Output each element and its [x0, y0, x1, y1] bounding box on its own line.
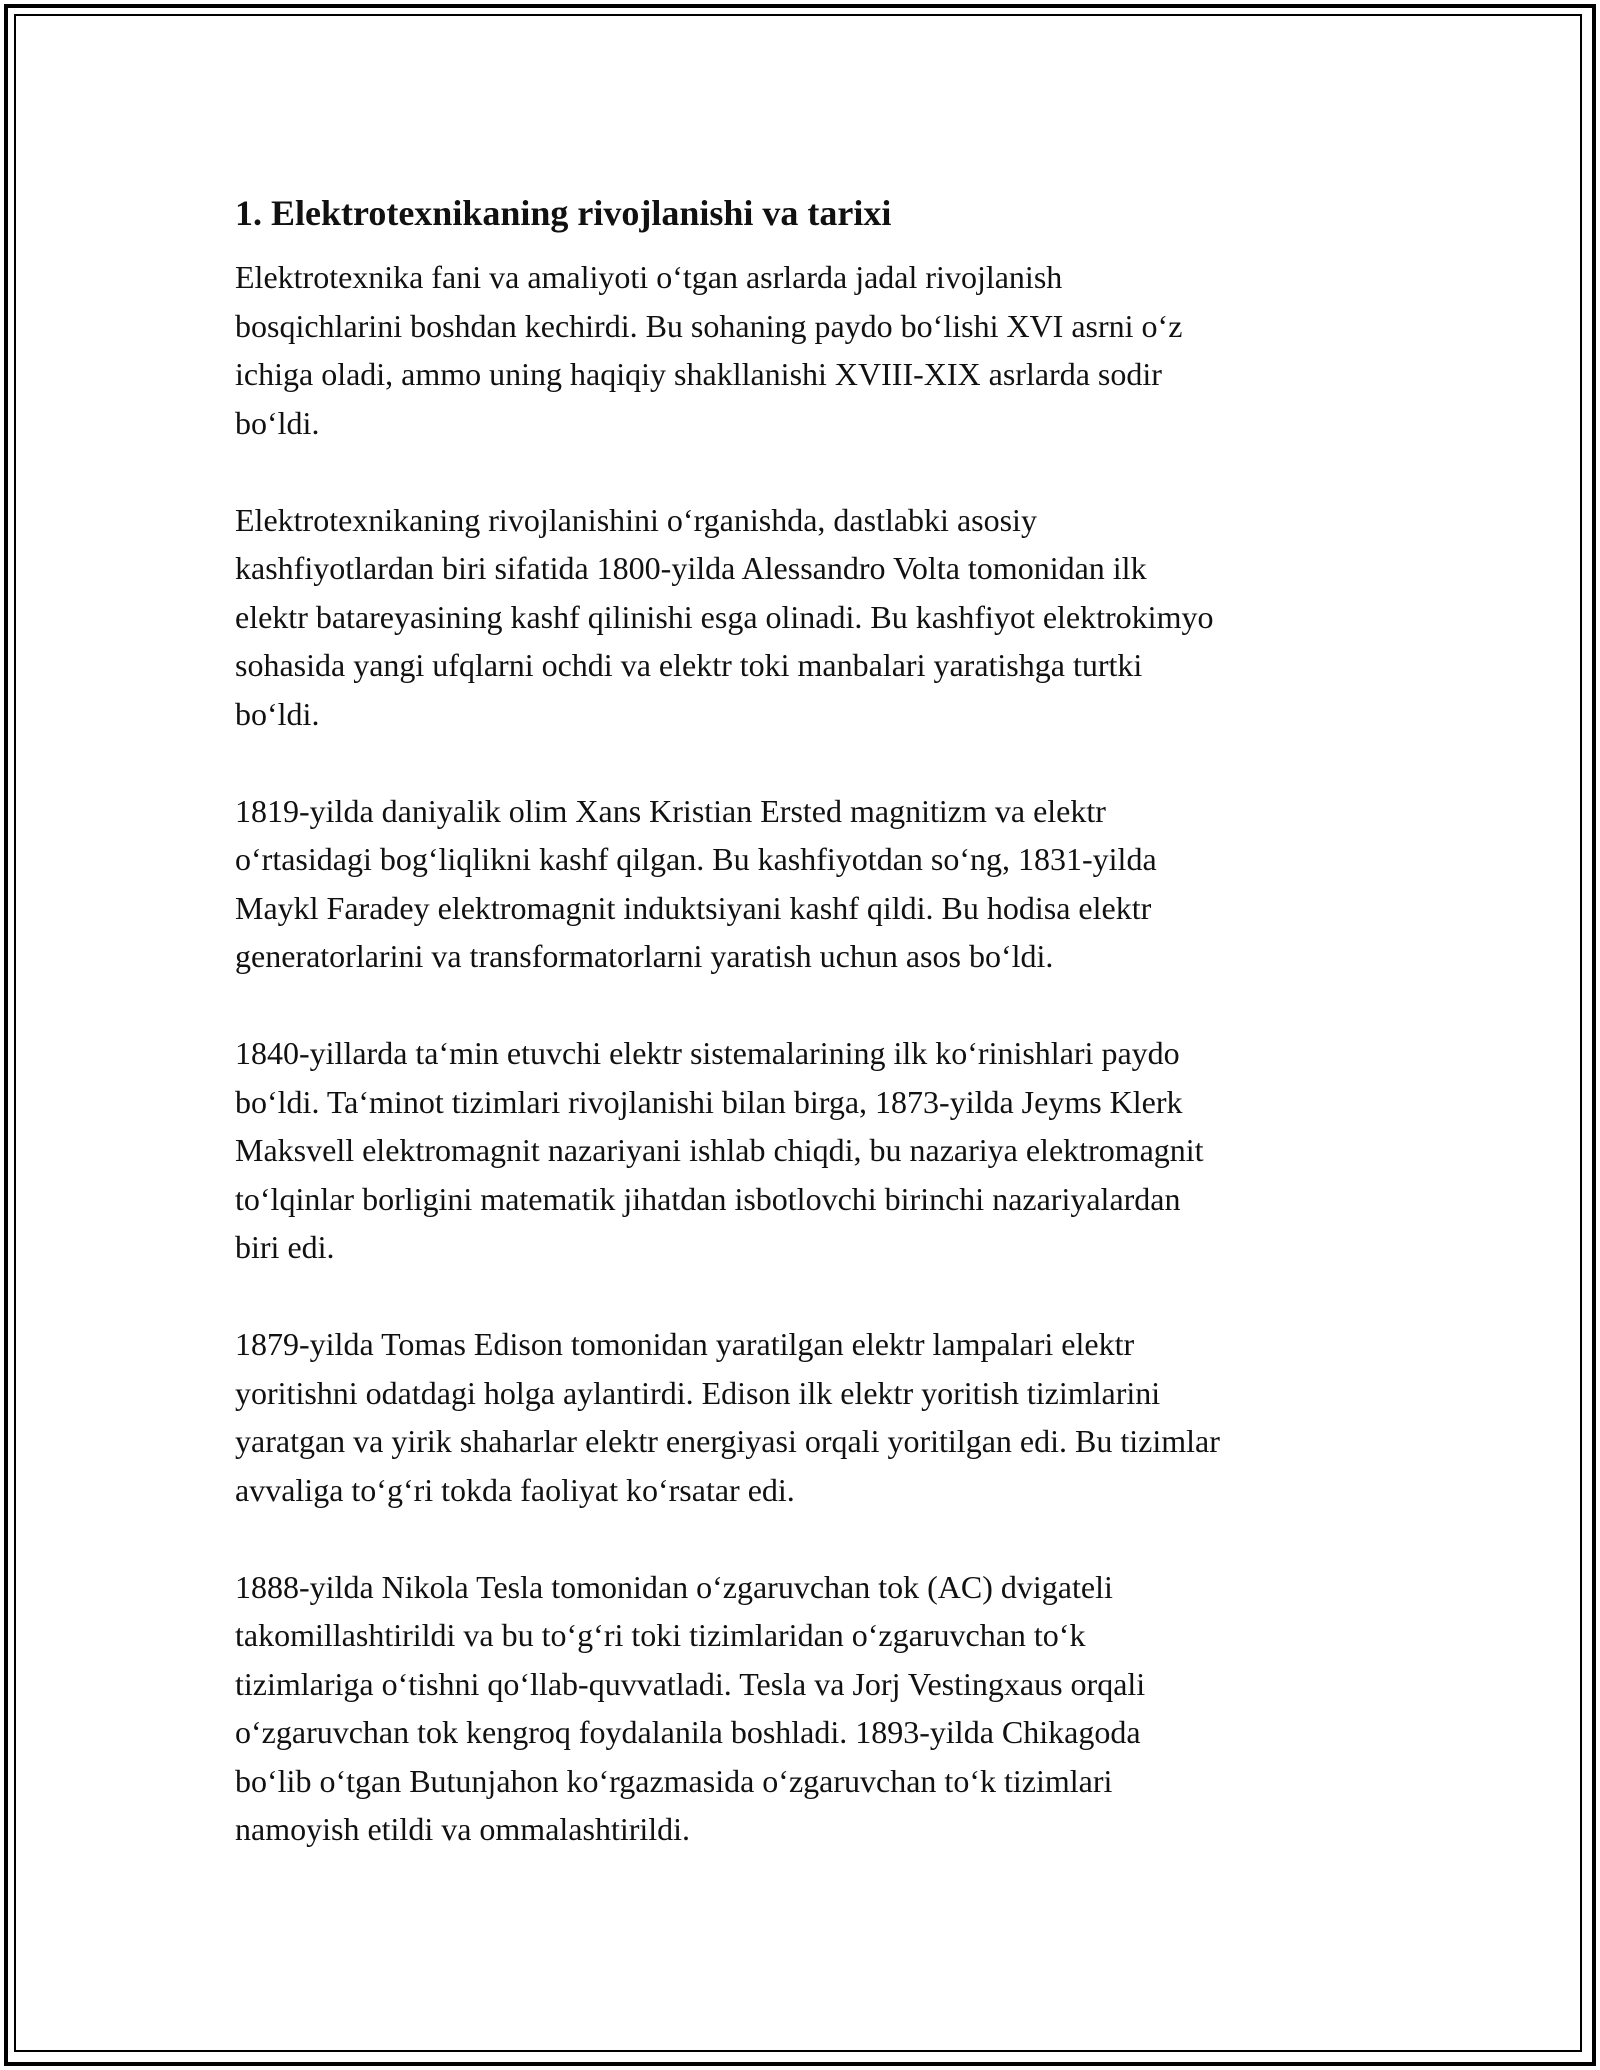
paragraph-2	[235, 496, 1375, 739]
paragraph-line: to‘lqinlar borligini matematik jihatdan isbotlovchi birinchi nazariyalardan	[235, 1180, 1181, 1217]
section-heading: 1. Elektrotexnikaning rivojlanishi va tarixi	[235, 193, 892, 233]
paragraph-line: namoyish etildi va ommalashtirildi.	[235, 1811, 691, 1847]
paragraph-line: 1879-yilda Tomas Edison tomonidan yaratilgan elektr lampalari elektr	[235, 1326, 1135, 1362]
paragraph-1	[235, 253, 1375, 447]
paragraph-line: bo‘lib o‘tgan Butunjahon ko‘rgazmasida o‘zgaruvchan to‘k tizimlari	[235, 1762, 1113, 1799]
paragraph-4	[235, 1029, 1375, 1272]
paragraph-line: tizimlariga o‘tishni qo‘llab-quvvatladi. Tesla va Jorj Vestingxaus orqali	[235, 1665, 1146, 1702]
paragraph-line: bo‘ldi.	[235, 404, 320, 441]
paragraph-line: yaratgan va yirik shaharlar elektr energiyasi orqali yoritilgan edi. Bu tizimlar	[235, 1423, 1220, 1459]
paragraph-line: bo‘ldi. Ta‘minot tizimlari rivojlanishi bilan birga, 1873-yilda Jeyms Klerk	[235, 1083, 1183, 1120]
paragraph-3	[235, 787, 1375, 981]
document-body	[235, 183, 1375, 1902]
paragraph-line: generatorlarini va transformatorlarni yaratish uchun asos bo‘ldi.	[235, 938, 1054, 974]
paragraph-line: Maykl Faradey elektromagnit induktsiyani kashf qildi. Bu hodisa elektr	[235, 889, 1152, 926]
paragraph-line: sohasida yangi ufqlarni ochdi va elektr toki manbalari yaratishga turtki	[235, 647, 1143, 683]
paragraph-line: bo‘ldi.	[235, 695, 320, 732]
paragraph-line: yoritishni odatdagi holga aylantirdi. Edison ilk elektr yoritish tizimlarini	[235, 1374, 1161, 1411]
paragraph-6	[235, 1563, 1375, 1854]
paragraph-line: biri edi.	[235, 1229, 335, 1265]
paragraph-line: elektr batareyasining kashf qilinishi esga olinadi. Bu kashfiyot elektrokimyo	[235, 598, 1214, 635]
paragraph-5	[235, 1320, 1375, 1514]
paragraph-line: o‘rtasidagi bog‘liqlikni kashf qilgan. Bu kashfiyotdan so‘ng, 1831-yilda	[235, 841, 1157, 877]
paragraph-line: bosqichlarini boshdan kechirdi. Bu sohaning paydo bo‘lishi XVI asrni o‘z	[235, 307, 1183, 344]
paragraph-list	[235, 253, 1375, 1854]
paragraph-line: kashfiyotlardan biri sifatida 1800-yilda Alessandro Volta tomonidan ilk	[235, 550, 1147, 586]
paragraph-line: avvaliga to‘g‘ri tokda faoliyat ko‘rsatar edi.	[235, 1471, 795, 1508]
paragraph-line: Maksvell elektromagnit nazariyani ishlab chiqdi, bu nazariya elektromagnit	[235, 1132, 1204, 1168]
paragraph-line: 1819-yilda daniyalik olim Xans Kristian Ersted magnitizm va elektr	[235, 792, 1106, 829]
paragraph-line: o‘zgaruvchan tok kengroq foydalanila boshladi. 1893-yilda Chikagoda	[235, 1714, 1141, 1750]
paragraph-line: Elektrotexnika fani va amaliyoti o‘tgan asrlarda jadal rivojlanish	[235, 259, 1063, 295]
paragraph-line: 1840-yillarda ta‘min etuvchi elektr sistemalarining ilk ko‘rinishlari paydo	[235, 1035, 1180, 1071]
paragraph-line: ichiga oladi, ammo uning haqiqiy shakllanishi XVIII-XIX asrlarda sodir	[235, 356, 1162, 392]
paragraph-line: Elektrotexnikaning rivojlanishini o‘rganishda, dastlabki asosiy	[235, 501, 1037, 538]
paragraph-line: 1888-yilda Nikola Tesla tomonidan o‘zgaruvchan tok (AC) dvigateli	[235, 1568, 1113, 1605]
paragraph-line: takomillashtirildi va bu to‘g‘ri toki tizimlaridan o‘zgaruvchan to‘k	[235, 1617, 1086, 1653]
